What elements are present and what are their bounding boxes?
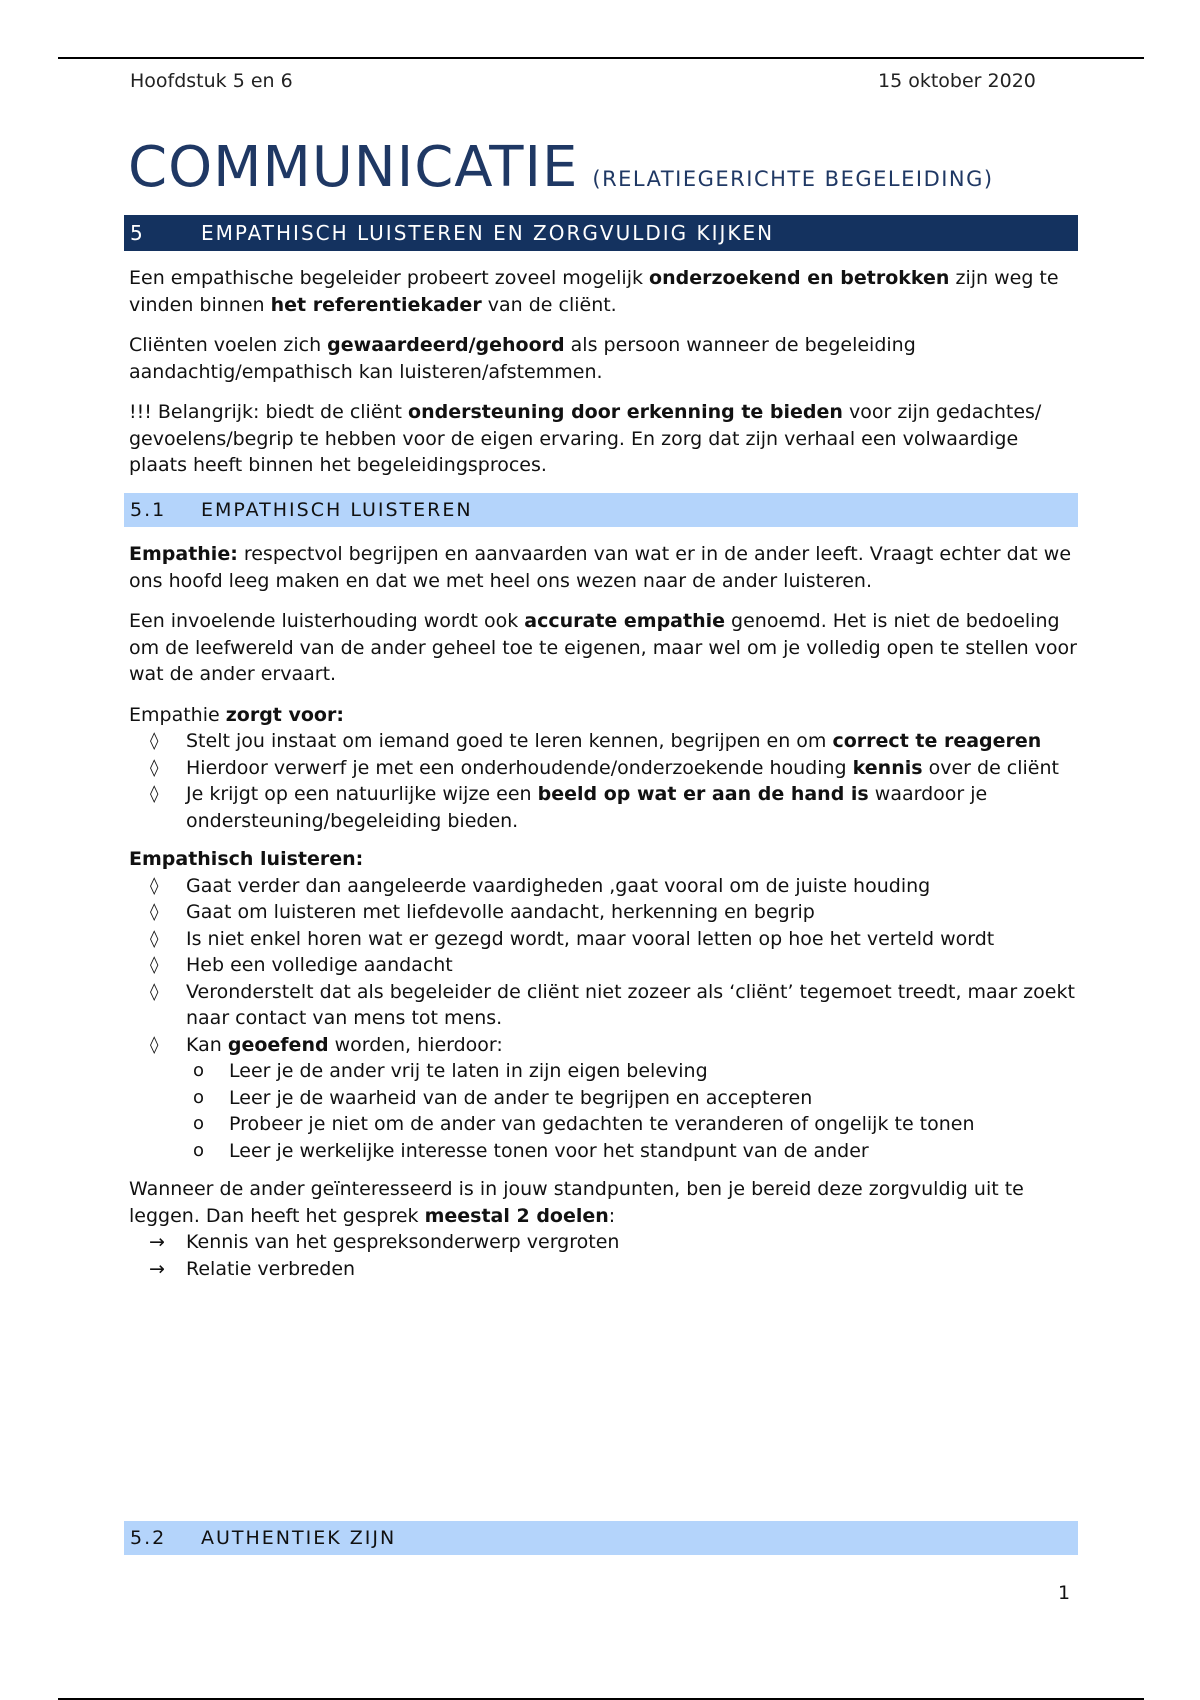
paragraph: Cliënten voelen zich gewaardeerd/gehoord als persoon wanneer de begeleiding aandachtig/empathisch kan luisteren/afstemmen.	[129, 334, 916, 383]
section-title: EMPATHISCH LUISTEREN	[201, 499, 473, 521]
diamond-bullet-icon: ◊	[150, 928, 159, 949]
section-number: 5.2	[130, 1527, 167, 1549]
zorgt-voor-list	[129, 728, 1079, 834]
list-item: ◊ Gaat om luisteren met liefdevolle aandacht, herkenning en begrip	[129, 899, 1079, 926]
sublist-item: o Leer je de waarheid van de ander te begrijpen en accepteren	[129, 1085, 1079, 1112]
section-5-1-body	[129, 541, 1079, 1282]
sublist-item: o Leer je werkelijke interesse tonen voor het standpunt van de ander	[129, 1138, 1079, 1165]
sublist	[186, 1058, 1079, 1164]
diamond-bullet-icon: ◊	[150, 955, 159, 975]
list-item: ◊ Kan geoefend worden, hierdoor: o Leer je de ander vrij te laten in zijn eigen beleving o Leer je de waarheid van de ander te begrijpen en accepteren o Probeer je niet om de ander van gedachten te veranderen of ongelijk te tonen o Leer je werkelijke interesse tonen voor het standpunt van de ander	[129, 1032, 1079, 1165]
section-number: 5.1	[130, 499, 167, 521]
section-5-heading	[124, 215, 1078, 251]
section-5-body	[129, 265, 1079, 493]
section-title: EMPATHISCH LUISTEREN EN ZORGVULDIG KIJKEN	[201, 221, 775, 245]
circle-bullet-icon: o	[193, 1086, 205, 1108]
list-item: ◊ Is niet enkel horen wat er gezegd wordt, maar vooral letten op hoe het verteld wordt	[129, 926, 1079, 953]
list-heading: Empathisch luisteren:	[129, 848, 364, 870]
diamond-bullet-icon: ◊	[150, 784, 159, 804]
doelen-list	[129, 1229, 1079, 1282]
sublist-item: o Leer je de ander vrij te laten in zijn eigen beleving	[129, 1058, 1079, 1085]
paragraph: Een empathische begeleider probeert zoveel mogelijk onderzoekend en betrokken zijn weg te vinden binnen het referentiekader van de cliënt.	[129, 267, 1059, 316]
page-number: 1	[1058, 1582, 1071, 1604]
header-chapter: Hoofdstuk 5 en 6	[130, 70, 293, 92]
paragraph: Wanneer de ander geïnteresseerd is in jouw standpunten, ben je bereid deze zorgvuldig uit te leggen. Dan heeft het gesprek meestal 2 doelen:	[129, 1178, 1024, 1227]
circle-bullet-icon: o	[193, 1113, 205, 1134]
diamond-bullet-icon: ◊	[150, 875, 159, 896]
paragraph: Empathie: respectvol begrijpen en aanvaarden van wat er in de ander leeft. Vraagt echter dat we ons hoofd leeg maken en dat we met heel ons wezen naar de ander luisteren.	[129, 543, 1072, 592]
title-subtitle: (RELATIEGERICHTE BEGELEIDING)	[592, 167, 994, 191]
circle-bullet-icon: o	[193, 1060, 205, 1081]
list-item: ◊ Je krijgt op een natuurlijke wijze een beeld op wat er aan de hand is waardoor je ondersteuning/begeleiding bieden.	[150, 783, 988, 832]
section-number: 5	[130, 221, 145, 245]
sublist-item: o Probeer je niet om de ander van gedachten te veranderen of ongelijk te tonen	[129, 1111, 1079, 1138]
diamond-bullet-icon: ◊	[150, 981, 159, 1002]
title-main: COMMUNICATIE	[128, 135, 579, 200]
document-title	[128, 135, 994, 200]
list-heading: Empathie zorgt voor:	[129, 703, 344, 726]
diamond-bullet-icon: ◊	[150, 757, 159, 778]
list-item: → Relatie verbreden	[129, 1256, 1079, 1283]
diamond-bullet-icon: ◊	[150, 902, 159, 922]
empathisch-luisteren-list	[129, 873, 1079, 1165]
list-item: ◊ Veronderstelt dat als begeleider de cliënt niet zozeer als ‘cliënt’ tegemoet treedt, maar zoekt naar contact van mens tot mens.	[150, 980, 1075, 1029]
section-5-2-heading	[124, 1521, 1078, 1555]
paragraph: !!! Belangrijk: biedt de cliënt ondersteuning door erkenning te bieden voor zijn gedachtes/ gevoelens/begrip te hebben voor de eigen ervaring. En zorg dat zijn verhaal een volwaardige plaats heeft binnen het begeleidingsproces.	[129, 401, 1042, 476]
arrow-bullet-icon: →	[149, 1231, 165, 1253]
paragraph: Een invoelende luisterhouding wordt ook accurate empathie genoemd. Het is niet de bedoeling om de leefwereld van de ander geheel toe te eigenen, maar wel om je volledig open te stellen voor wat de ander ervaart.	[129, 610, 1077, 685]
section-title: AUTHENTIEK ZIJN	[201, 1527, 397, 1549]
list-item: → Kennis van het gespreksonderwerp vergroten	[129, 1229, 1079, 1256]
list-item: ◊ Stelt jou instaat om iemand goed te leren kennen, begrijpen en om correct te reageren	[129, 728, 1079, 755]
circle-bullet-icon: o	[193, 1139, 205, 1161]
list-item: ◊ Gaat verder dan aangeleerde vaardigheden ,gaat vooral om de juiste houding	[129, 873, 1079, 900]
list-item: ◊ Hierdoor verwerf je met een onderhoudende/onderzoekende houding kennis over de cliënt	[129, 755, 1079, 782]
list-item: ◊ Heb een volledige aandacht	[129, 952, 1079, 979]
arrow-bullet-icon: →	[149, 1257, 165, 1280]
section-5-1-heading	[124, 493, 1078, 527]
diamond-bullet-icon: ◊	[150, 1034, 159, 1055]
top-rule	[58, 57, 1144, 59]
diamond-bullet-icon: ◊	[150, 731, 159, 751]
header-date: 15 oktober 2020	[878, 70, 1036, 92]
